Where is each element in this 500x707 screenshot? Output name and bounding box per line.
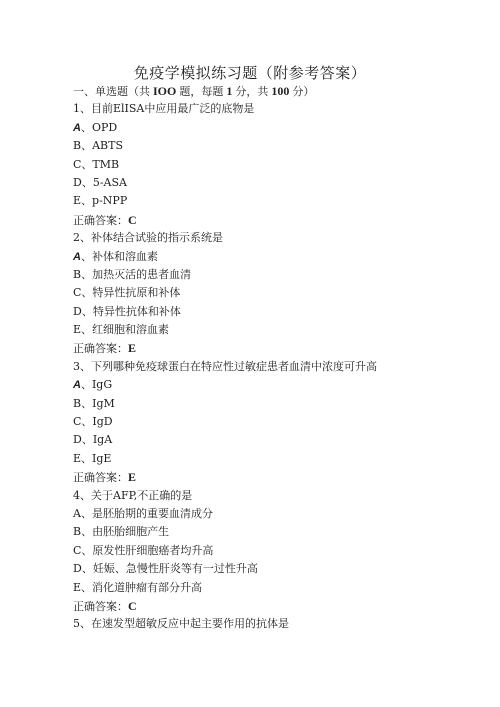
- section-header: [73, 82, 473, 100]
- option-text: 妊娠、急慢性肝炎等有一过性升高: [92, 562, 258, 576]
- question-1-option-d: [73, 174, 473, 192]
- question-2-option-c: [73, 284, 473, 302]
- question-3-option-b: [73, 395, 473, 413]
- option-separator: 、: [81, 415, 93, 429]
- answer-value: E: [128, 341, 137, 356]
- question-3-option-d: [73, 431, 473, 449]
- section-header-text: 分）: [292, 85, 315, 98]
- option-letter: A: [73, 379, 81, 392]
- question-5-stem: 5、在速发型超敏反应中起主要作用的抗体是: [73, 617, 289, 631]
- option-separator: 、: [81, 543, 93, 557]
- option-text: IgA: [92, 433, 113, 447]
- question-3-option-c: [73, 413, 473, 431]
- answer-value: C: [128, 212, 137, 227]
- option-separator: 、: [81, 194, 93, 208]
- question-4-option-d: [73, 560, 473, 578]
- question-2-option-b: [73, 266, 473, 284]
- option-separator: 、: [81, 451, 93, 465]
- option-letter: D: [73, 433, 82, 447]
- option-separator: 、: [81, 580, 93, 594]
- question-2-answer: [73, 339, 473, 357]
- question-1-option-b: [73, 137, 473, 155]
- option-letter: B: [73, 396, 82, 410]
- question-2-option-e: [73, 321, 473, 339]
- answer-value: E: [128, 470, 137, 485]
- section-points-each: 1: [226, 84, 233, 98]
- option-text: 由胚胎细胞产生: [92, 525, 170, 539]
- question-4-option-b: [73, 523, 473, 541]
- option-text: 特异性抗体和补体: [92, 304, 181, 318]
- option-letter: B: [73, 139, 82, 153]
- document-body: [73, 82, 473, 634]
- question-1-option-e: [73, 192, 473, 210]
- option-text: IgE: [92, 451, 112, 465]
- option-letter: A: [73, 250, 81, 263]
- option-text: 补体和溶血素: [91, 249, 158, 263]
- question-3-option-a: [73, 376, 473, 394]
- question-4-answer: [73, 597, 473, 615]
- section-header-text: 一、单选题（共: [73, 85, 150, 98]
- answer-label: 正确答案：: [73, 471, 128, 485]
- option-letter: A: [73, 121, 81, 134]
- option-letter: C: [73, 415, 82, 429]
- option-separator: 、: [81, 267, 93, 281]
- question-4-option-e: [73, 579, 473, 597]
- section-header-text: 题，每题: [179, 85, 224, 98]
- option-letter: D: [73, 175, 82, 189]
- option-letter: D: [73, 562, 82, 576]
- option-letter: E: [73, 451, 82, 465]
- answer-value: C: [128, 598, 137, 613]
- option-text: 原发性肝细胞癌者均升高: [92, 543, 214, 557]
- section-points-total: 100: [271, 84, 290, 98]
- option-letter: E: [73, 194, 82, 208]
- option-letter: C: [73, 157, 82, 171]
- section-header-text: 分，共: [235, 85, 269, 98]
- question-4-option-a: [73, 505, 473, 523]
- option-separator: 、: [80, 249, 92, 263]
- option-letter: C: [73, 543, 82, 557]
- option-text: ABTS: [92, 139, 123, 153]
- question-3-answer: [73, 468, 473, 486]
- option-letter: E: [73, 323, 82, 337]
- question-2-stem: 2、补体结合试验的指示系统是: [73, 231, 223, 245]
- option-separator: 、: [81, 323, 93, 337]
- option-letter: A: [73, 506, 81, 520]
- section-question-count: IOO: [153, 84, 177, 98]
- option-text: 特异性抗原和补体: [92, 286, 181, 300]
- option-text: 是胚胎期的重要血清成分: [91, 506, 213, 520]
- option-text: IgD: [92, 415, 113, 429]
- option-text: TMB: [92, 157, 120, 171]
- option-text: IgG: [91, 378, 113, 392]
- page-title: 免疫学模拟练习题（附参考答案）: [133, 64, 367, 82]
- answer-label: 正确答案：: [73, 342, 128, 356]
- option-text: IgM: [92, 396, 115, 410]
- option-separator: 、: [81, 396, 93, 410]
- answer-label: 正确答案：: [73, 213, 128, 227]
- option-text: 5-ASA: [92, 175, 127, 189]
- option-separator: 、: [81, 157, 93, 171]
- question-4-option-c: [73, 542, 473, 560]
- option-separator: 、: [80, 120, 92, 134]
- question-1-answer: [73, 211, 473, 229]
- option-letter: E: [73, 580, 82, 594]
- question-2-option-d: [73, 303, 473, 321]
- option-separator: 、: [80, 378, 92, 392]
- option-separator: 、: [80, 506, 92, 520]
- option-separator: 、: [81, 433, 93, 447]
- question-2-option-a: [73, 248, 473, 266]
- option-letter: B: [73, 525, 82, 539]
- option-separator: 、: [81, 139, 93, 153]
- option-separator: 、: [81, 175, 93, 189]
- question-3-option-e: [73, 450, 473, 468]
- question-4-stem: 4、关于AFP,不正确的是: [73, 488, 193, 502]
- option-separator: 、: [81, 304, 93, 318]
- option-separator: 、: [81, 562, 93, 576]
- option-text: p-NPP: [92, 194, 128, 208]
- option-letter: D: [73, 304, 82, 318]
- question-1-stem: 1、目前ElISA中应用最广泛的底物是: [73, 102, 255, 116]
- question-3-stem: 3、下列哪种免疫球蛋白在特应性过敏症患者血清中浓度可升高: [73, 359, 377, 373]
- option-text: 消化道肿瘤有部分升高: [92, 580, 203, 594]
- option-text: 加热灭活的患者血清: [92, 267, 192, 281]
- option-text: OPD: [91, 120, 118, 134]
- question-1-option-c: [73, 156, 473, 174]
- question-1-option-a: [73, 119, 473, 137]
- answer-label: 正确答案：: [73, 599, 128, 613]
- option-separator: 、: [81, 525, 93, 539]
- option-letter: B: [73, 267, 82, 281]
- option-text: 红细胞和溶血素: [92, 323, 170, 337]
- option-separator: 、: [81, 286, 93, 300]
- option-letter: C: [73, 286, 82, 300]
